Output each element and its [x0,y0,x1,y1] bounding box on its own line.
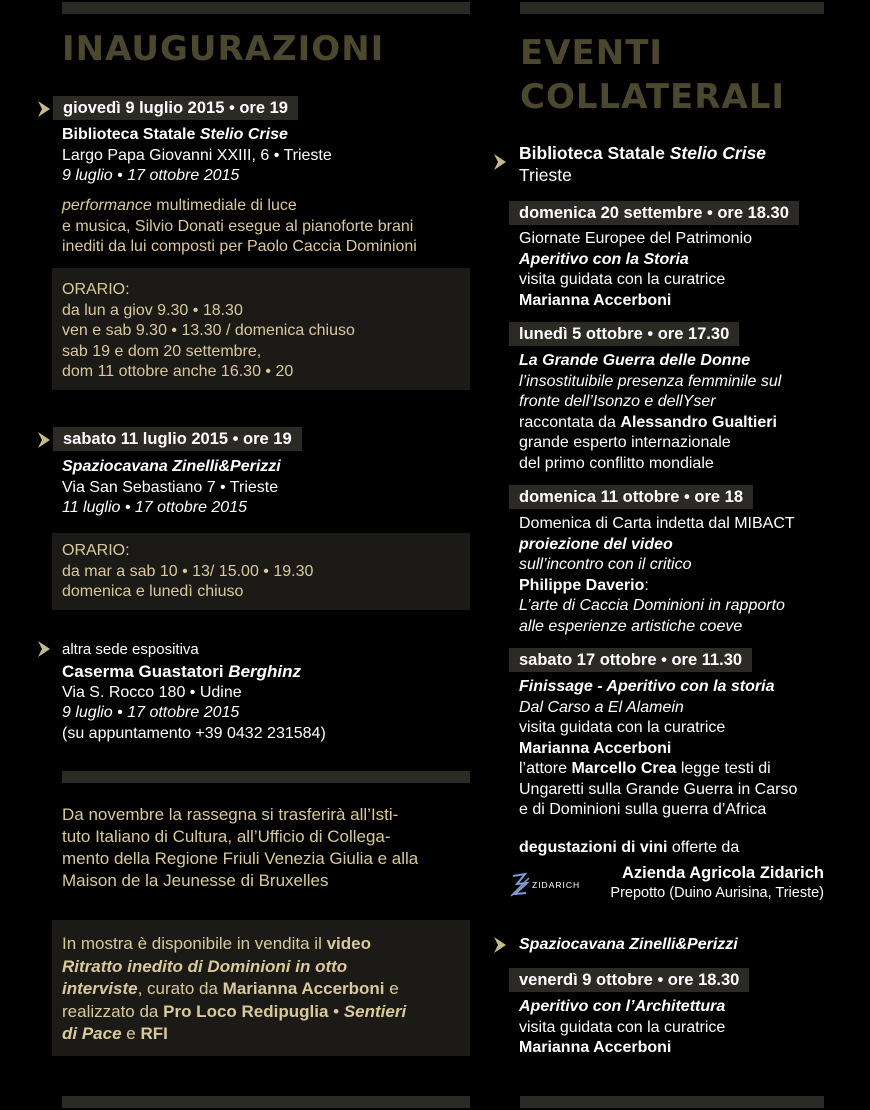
bottom-bar-left [62,1096,470,1108]
paragraph-line: In mostra è disponibile in vendita il video [62,934,371,953]
appointment-note: (su appuntamento +39 0432 231584) [62,724,326,742]
paragraph-line: realizzato da Pro Loco Redipuglia • Sentieri [62,1001,407,1021]
event1-info [62,125,332,187]
event-date: sabato 11 luglio 2015 • ore 19 [53,427,302,451]
venue-name: Spaziocavana Zinelli&Perizzi [62,458,281,475]
event-line: visita guidata con la curatrice [519,1018,726,1036]
event-line: l’insostituibile presenza femminile sul [519,372,782,390]
event-line: Domenica di Carta indetta dal MIBACT [519,515,795,532]
event-title: La Grande Guerra delle Donne [519,352,751,369]
event-title: Aperitivo con l’Architettura [519,998,726,1015]
event-line: Philippe Daverio: [519,576,649,594]
exhibition-dates: 9 luglio • 17 ottobre 2015 [62,704,240,721]
venue-name: Biblioteca Statale Stelio Crise [62,126,288,143]
paragraph-line: interviste, curato da Marianna Accerboni e [62,979,399,998]
hours-line: ven e sab 9.30 • 13.30 / domenica chiuso [62,322,355,339]
chevron-right-icon [36,100,52,118]
event-line: visita guidata con la curatrice [519,271,726,288]
event-line: l’attore Marcello Crea legge testi di [519,760,771,777]
event-details [519,677,797,821]
wine-line: degustazioni di vini offerte da [519,839,740,856]
winery-place: Prepotto (Duino Aurisina, Trieste) [610,884,824,901]
hours-line: dom 11 ottobre anche 16.30 • 20 [62,363,294,380]
description-line: performance multimediale di luce [62,197,297,214]
secondary-venue-label: altra sede espositiva [62,641,199,658]
wine-tasting [519,838,739,859]
transfer-paragraph [62,804,418,892]
section-title-inaugurazioni: INAUGURAZIONI [62,29,385,69]
event-line: sull’incontro con il critico [519,556,692,573]
event-details [519,997,725,1059]
venue-address: Via S. Rocco 180 • Udine [62,683,242,701]
event-date: domenica 11 ottobre • ore 18 [509,485,753,509]
hours-label: ORARIO: [62,281,130,298]
section-divider [62,771,470,783]
description-line: e musica, Silvio Donati esegue al pianoforte brani [62,217,414,235]
hours-line: domenica e lunedì chiuso [62,583,244,600]
opening-hours [62,280,355,383]
top-bar-left [62,2,470,14]
event3-info [62,640,326,744]
event-line: grande esperto internazionale [519,434,731,451]
event-title: Finissage - Aperitivo con la storia [519,678,775,695]
video-paragraph [62,933,406,1046]
winery-name: Azienda Agricola Zidarich [621,864,824,882]
chevron-right-icon [492,153,508,171]
chevron-right-icon [36,431,52,449]
curator-name: Marianna Accerboni [519,739,672,757]
event-details [519,514,795,637]
venue-name: Caserma Guastatori Berghinz [62,661,302,681]
event-details [519,351,781,474]
event-title: proiezione del video [519,535,673,553]
svg-text:ZIDARICH: ZIDARICH [532,880,581,890]
hours-line: da lun a giov 9.30 • 18.30 [62,301,243,319]
opening-hours [62,541,313,603]
event1-description [62,196,417,258]
event-line: del primo conflitto mondiale [519,454,714,472]
event-line: Dal Carso a El Alamein [519,698,684,716]
hours-line: da mar a sab 10 • 13/ 15.00 • 19.30 [62,562,314,580]
event2-info [62,457,281,519]
event-line: alle esperienze artistiche coeve [519,617,743,635]
exhibition-dates: 9 luglio • 17 ottobre 2015 [62,167,240,184]
event-line: fronte dell’Isonzo e dellYser [519,393,716,410]
event-date: giovedì 9 luglio 2015 • ore 19 [53,96,298,120]
chevron-right-icon [492,936,508,954]
winery-info [520,863,824,903]
title-line: EVENTI [520,33,664,73]
venue2 [519,935,738,956]
description-line: inediti da lui composti per Paolo Caccia Dominioni [62,238,417,255]
event-date: sabato 17 ottobre • ore 11.30 [509,648,752,672]
venue-name: Spaziocavana Zinelli&Perizzi [519,936,738,953]
event-date: venerdì 9 ottobre • ore 18.30 [509,968,749,992]
hours-label: ORARIO: [62,542,130,559]
section-title-eventi-collaterali [520,31,785,119]
venue-address: Largo Papa Giovanni XXIII, 6 • Trieste [62,146,332,164]
event-line: Giornate Europee del Patrimonio [519,230,753,247]
event-line: e di Dominioni sulla guerra d’Africa [519,801,767,818]
venue1 [519,142,766,186]
curator-name: Marianna Accerboni [519,291,672,309]
top-bar-right [520,2,824,14]
bottom-bar-right [520,1096,824,1108]
event-line: Ungaretti sulla Grande Guerra in Carso [519,780,798,798]
video-title: Ritratto inedito di Dominioni in otto [62,956,348,976]
event-line: visita guidata con la curatrice [519,719,726,736]
paragraph-line: tuto Italiano di Cultura, all’Ufficio di Collega- [62,827,391,846]
event-line: raccontata da Alessandro Gualtieri [519,413,777,431]
paragraph-line: Maison de la Jeunesse di Bruxelles [62,871,329,890]
hours-line: sab 19 e dom 20 settembre, [62,342,262,360]
paragraph-line: mento della Regione Friuli Venezia Giulia e alla [62,849,419,868]
venue-address: Via San Sebastiano 7 • Trieste [62,478,279,496]
paragraph-line: Da novembre la rassegna si trasferirà all’Isti- [62,805,399,824]
chevron-right-icon [36,640,52,658]
paragraph-line: di Pace e RFI [62,1024,168,1043]
event-title: Aperitivo con la Storia [519,250,689,268]
event-date: lunedì 5 ottobre • ore 17.30 [509,322,739,346]
exhibition-dates: 11 luglio • 17 ottobre 2015 [62,499,247,516]
title-line: COLLATERALI [520,77,786,117]
venue-city: Trieste [519,165,572,185]
event-line: L’arte di Caccia Dominioni in rapporto [519,597,785,614]
event-date: domenica 20 settembre • ore 18.30 [509,201,799,225]
event-details [519,229,752,311]
venue-name: Biblioteca Statale Stelio Crise [519,143,767,163]
curator-name: Marianna Accerboni [519,1039,672,1056]
